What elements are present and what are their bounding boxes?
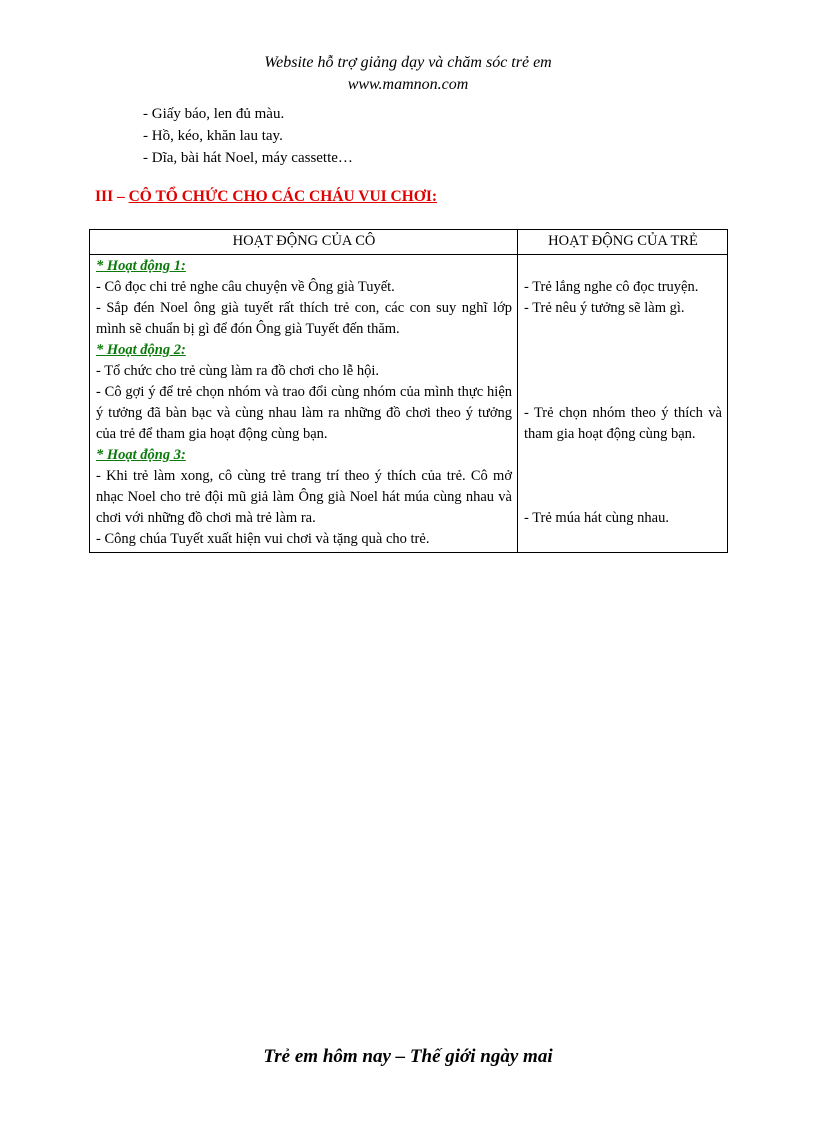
activity-1-children-line: - Trẻ nêu ý tưởng sẽ làm gì. (524, 300, 685, 316)
table-row (90, 255, 728, 553)
header-url: www.mamnon.com (347, 76, 469, 93)
teacher-column-header: HOẠT ĐỘNG CỦA CÔ (90, 230, 518, 255)
activity-2-children-line: - Trẻ chọn nhóm theo ý thích và tham gia hoạt động cùng bạn. (524, 405, 722, 442)
list-item: - Dĩa, bài hát Noel, máy cassette… (143, 150, 353, 166)
activity-1-children-line: - Trẻ lắng nghe cô đọc truyện. (524, 279, 699, 295)
activity-2-teacher-line: - Tổ chức cho trẻ cùng làm ra đồ chơi cho lễ hội. (96, 363, 380, 379)
section-title: CÔ TỔ CHỨC CHO CÁC CHÁU VUI CHƠI: (128, 188, 438, 205)
list-item: - Hồ, kéo, khăn lau tay. (143, 128, 283, 144)
materials-list (143, 103, 353, 169)
section-heading (95, 188, 437, 206)
activity-3-children-line: - Trẻ múa hát cùng nhau. (524, 510, 669, 526)
activity-3-heading: * Hoạt động 3: (96, 447, 186, 463)
activity-1-heading: * Hoạt động 1: (96, 258, 186, 274)
activity-3-teacher-line: - Khi trẻ làm xong, cô cùng trẻ trang trí theo ý thích của trẻ. Cô mở nhạc Noel cho trẻ đội mũ giả làm Ông già Noel hát múa cùng nhau và chơi với những đồ chơi mà trẻ làm ra. (96, 468, 512, 526)
page-footer: Trẻ em hôm nay – Thế giới ngày mai (263, 1046, 553, 1067)
children-activities-cell (518, 255, 728, 553)
header-website-title: Website hỗ trợ giảng dạy và chăm sóc trẻ em (264, 54, 552, 71)
activity-1-teacher-line: - Cô đọc chi trẻ nghe câu chuyện về Ông già Tuyết. (96, 279, 395, 295)
table-header-row (90, 230, 728, 255)
children-column-header: HOẠT ĐỘNG CỦA TRẺ (518, 230, 728, 255)
activity-2-heading: * Hoạt động 2: (96, 342, 186, 358)
activities-table (89, 229, 728, 553)
section-number: III – (95, 188, 129, 205)
page-header (0, 52, 816, 96)
teacher-activities-cell (90, 255, 518, 553)
activity-1-teacher-line: - Sắp đén Noel ông già tuyết rất thích trẻ con, các con suy nghĩ lớp mình sẽ chuẩn bị gì để đón Ông già Tuyết đến thăm. (96, 300, 512, 337)
activity-3-teacher-line: - Công chúa Tuyết xuất hiện vui chơi và tặng quà cho trẻ. (96, 531, 430, 547)
activity-2-teacher-line: - Cô gợi ý để trẻ chọn nhóm và trao đổi cùng nhóm của mình thực hiện ý tưởng đã bàn bạc và cùng nhau làm ra những đồ chơi theo ý tưởng của trẻ để tham gia hoạt động cùng bạn. (96, 384, 512, 442)
list-item: - Giấy báo, len đủ màu. (143, 106, 285, 122)
